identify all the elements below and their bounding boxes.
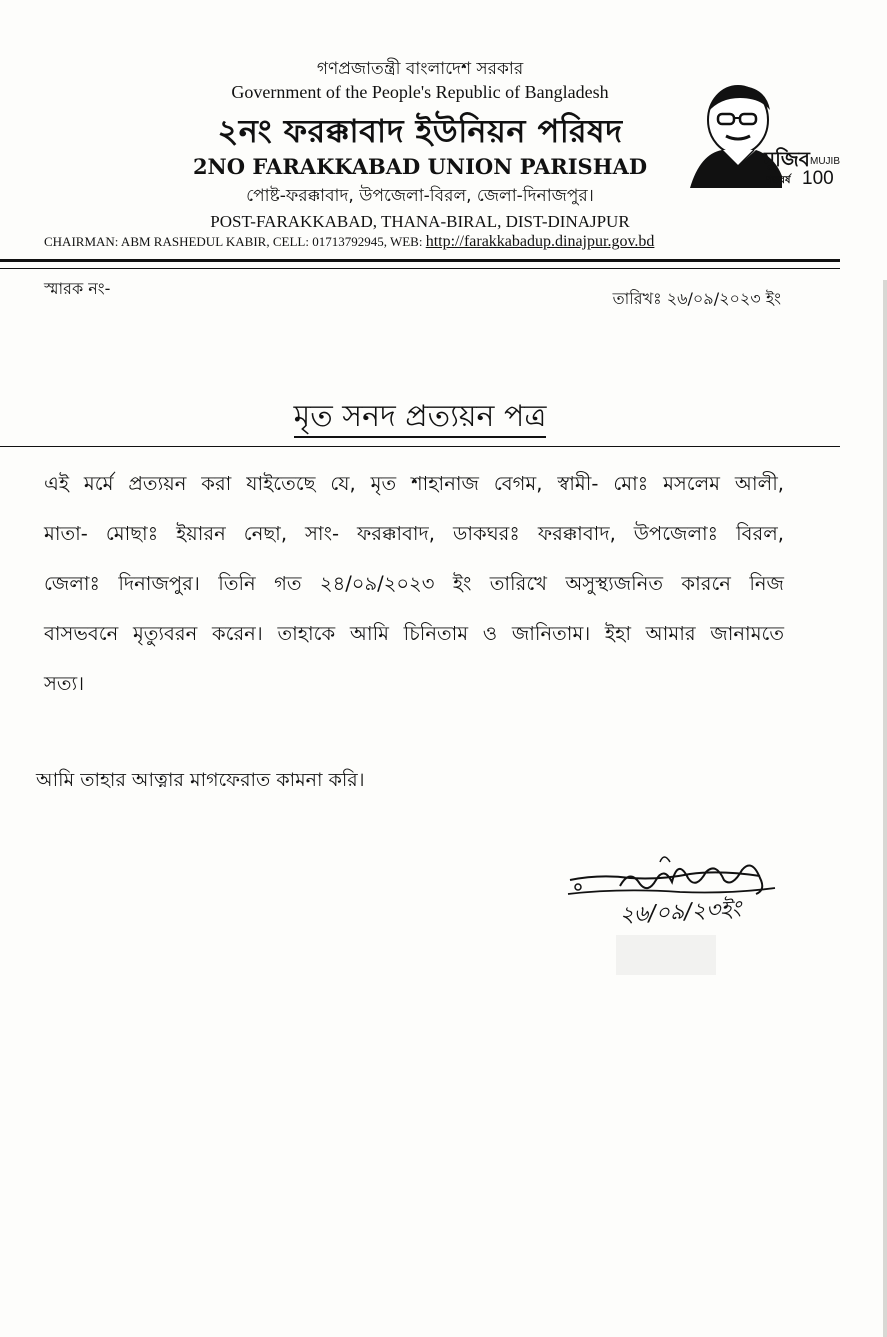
logo-text-bangla: মুজিব — [764, 147, 810, 171]
body-line-2: মাতা- মোছাঃ ইয়ারন নেছা, সাং- ফরক্কাবাদ, ডাকঘরঃ ফরক্কাবাদ, উপজেলাঃ বিরল, — [44, 522, 784, 545]
certificate-title-text: মৃত সনদ প্রত্যয়ন পত্র — [0, 399, 840, 447]
scan-edge — [883, 280, 887, 1337]
issue-date: তারিখঃ ২৬/০৯/২০২৩ ইং — [612, 289, 781, 308]
handwritten-signature — [560, 850, 790, 980]
logo-text-number: 100 — [802, 168, 834, 189]
memo-number-label: স্মারক নং- — [44, 279, 111, 298]
body-line-1: এই মর্মে প্রত্যয়ন করা যাইতেছে যে, মৃত শাহানাজ বেগম, স্বামী- মোঃ মসলেম আলী, — [44, 472, 784, 495]
address-bangla: পোষ্ট-ফরক্কাবাদ, উপজেলা-বিরল, জেলা-দিনাজপুর। — [246, 186, 594, 206]
faded-stamp — [616, 935, 716, 975]
chairman-contact: CHAIRMAN: ABM RASHEDUL KABIR, CELL: 01713792945, WEB: — [44, 234, 423, 249]
address-english: POST-FARAKKABAD, THANA-BIRAL, DIST-DINAJPUR — [210, 212, 630, 231]
body-line-3: জেলাঃ দিনাজপুর। তিনি গত ২৪/০৯/২০২৩ ইং তারিখে অসুস্থ্যজনিত কারনে নিজ — [44, 572, 784, 595]
certificate-title — [0, 392, 840, 447]
closing-prayer: আমি তাহার আত্নার মাগফেরাত কামনা করি। — [36, 769, 365, 791]
header-rule-thin — [0, 268, 840, 269]
govt-name-english: Government of the People's Republic of Bangladesh — [231, 82, 609, 102]
union-parishad-name-english: 2NO FARAKKABAD UNION PARISHAD — [192, 154, 648, 179]
body-line-5: সত্য। — [44, 672, 85, 695]
logo-text-bangla-2: শতবর্ষ — [766, 175, 791, 186]
header-rule-thick — [0, 259, 840, 262]
govt-name-bangla: গণপ্রজাতন্ত্রী বাংলাদেশ সরকার — [316, 59, 524, 79]
signature-date: ২৬/০৯/২৩ইং — [619, 896, 742, 928]
contact-line — [44, 233, 654, 251]
body-line-4: বাসভবনে মৃত্যুবরন করেন। তাহাকে আমি চিনিতাম ও জানিতাম। ইহা আমার জানামতে — [44, 622, 784, 645]
mujib-100-logo — [686, 80, 846, 190]
logo-text-english: MUJIB — [810, 156, 840, 167]
website-link[interactable]: http://farakkabadup.dinajpur.gov.bd — [425, 233, 655, 250]
union-parishad-name-bangla: ২নং ফরক্কাবাদ ইউনিয়ন পরিষদ — [217, 112, 623, 150]
